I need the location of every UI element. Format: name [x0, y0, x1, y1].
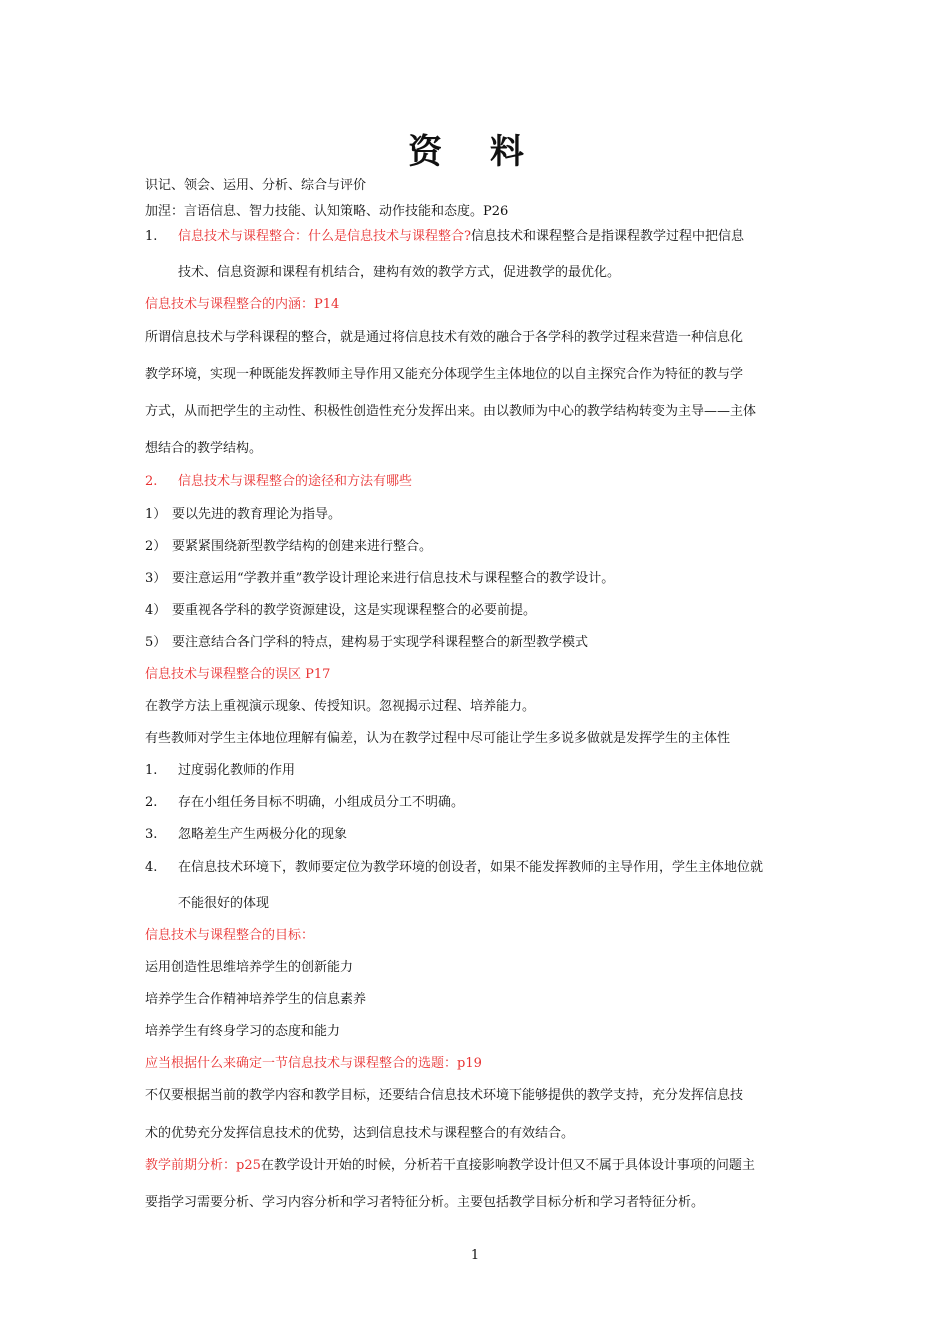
neihan-line-2: 教学环境，实现一种既能发挥教师主导作用又能充分体现学生主体地位的以自主探究合作为特征的教与学	[145, 367, 744, 382]
page-number: 1	[470, 1248, 480, 1263]
q2-number: 2.	[145, 474, 158, 489]
page-title: 资 料	[408, 132, 542, 172]
wuqu-item-4-cont: 不能很好的体现	[178, 896, 270, 911]
q2-item-1-num: 1）	[145, 507, 167, 522]
q1-line-1	[178, 228, 744, 246]
mubiao-line-2: 培养学生合作精神培养学生的信息素养	[145, 992, 367, 1007]
qianqi-line-1	[145, 1157, 755, 1175]
q1-answer-start: 信息技术和课程整合是指课程教学过程中把信息	[470, 229, 744, 244]
mubiao-line-1: 运用创造性思维培养学生的创新能力	[145, 960, 354, 975]
neihan-line-1: 所谓信息技术与学科课程的整合，就是通过将信息技术有效的融合于各学科的教学过程来营造一种信息化	[145, 330, 744, 345]
q1-question: 信息技术与课程整合：什么是信息技术与课程整合?	[178, 229, 471, 244]
q2-item-4-num: 4）	[145, 603, 167, 618]
xuanti-line-2: 术的优势充分发挥信息技术的优势，达到信息技术与课程整合的有效结合。	[145, 1126, 575, 1141]
q2-item-2: 要紧紧围绕新型教学结构的创建来进行整合。	[172, 539, 433, 554]
qianqi-line-2: 要指学习需要分析、学习内容分析和学习者特征分析。主要包括教学目标分析和学习者特征分析。	[145, 1195, 705, 1210]
wuqu-item-4: 在信息技术环境下，教师要定位为教学环境的创设者，如果不能发挥教师的主导作用，学生主体地位就	[178, 860, 764, 875]
neihan-heading: 信息技术与课程整合的内涵：P14	[145, 297, 340, 312]
wuqu-item-3-num: 3.	[145, 827, 158, 842]
q2-item-3: 要注意运用“学教并重”教学设计理论来进行信息技术与课程整合的教学设计。	[172, 571, 615, 586]
wuqu-line-2: 有些教师对学生主体地位理解有偏差，认为在教学过程中尽可能让学生多说多做就是发挥学生的主体性	[145, 731, 731, 746]
intro-line-2: 加涅：言语信息、智力技能、认知策略、动作技能和态度。P26	[145, 204, 509, 219]
qianqi-text-start: 在教学设计开始的时候，分析若干直接影响教学设计但又不属于具体设计事项的问题主	[260, 1158, 755, 1173]
wuqu-item-2: 存在小组任务目标不明确，小组成员分工不明确。	[178, 795, 465, 810]
wuqu-item-1-num: 1.	[145, 763, 158, 778]
q2-item-5-num: 5）	[145, 635, 167, 650]
q2-heading: 信息技术与课程整合的途径和方法有哪些	[178, 474, 413, 489]
qianqi-label: 教学前期分析：p25	[145, 1158, 261, 1173]
wuqu-item-4-num: 4.	[145, 860, 158, 875]
xuanti-line-1: 不仅要根据当前的教学内容和教学目标，还要结合信息技术环境下能够提供的教学支持，充分发挥信息技	[145, 1088, 744, 1103]
wuqu-item-3: 忽略差生产生两极分化的现象	[178, 827, 348, 842]
neihan-line-4: 想结合的教学结构。	[145, 441, 263, 456]
q2-item-2-num: 2）	[145, 539, 167, 554]
q2-item-1: 要以先进的教育理论为指导。	[172, 507, 342, 522]
wuqu-item-2-num: 2.	[145, 795, 158, 810]
q1-line-2: 技术、信息资源和课程有机结合，建构有效的教学方式，促进教学的最优化。	[178, 265, 621, 280]
q2-item-3-num: 3）	[145, 571, 167, 586]
q2-item-5: 要注意结合各门学科的特点，建构易于实现学科课程整合的新型教学模式	[172, 635, 589, 650]
wuqu-line-1: 在教学方法上重视演示现象、传授知识。忽视揭示过程、培养能力。	[145, 699, 536, 714]
intro-line-1: 识记、领会、运用、分析、综合与评价	[145, 178, 367, 193]
mubiao-heading: 信息技术与课程整合的目标：	[145, 928, 315, 943]
xuanti-heading: 应当根据什么来确定一节信息技术与课程整合的选题：p19	[145, 1056, 482, 1071]
wuqu-heading: 信息技术与课程整合的误区 P17	[145, 667, 331, 682]
wuqu-item-1: 过度弱化教师的作用	[178, 763, 296, 778]
mubiao-line-3: 培养学生有终身学习的态度和能力	[145, 1024, 341, 1039]
q1-number: 1.	[145, 229, 158, 244]
neihan-line-3: 方式，从而把学生的主动性、积极性创造性充分发挥出来。由以教师为中心的教学结构转变为主导——主体	[145, 404, 757, 419]
q2-item-4: 要重视各学科的教学资源建设，这是实现课程整合的必要前提。	[172, 603, 537, 618]
